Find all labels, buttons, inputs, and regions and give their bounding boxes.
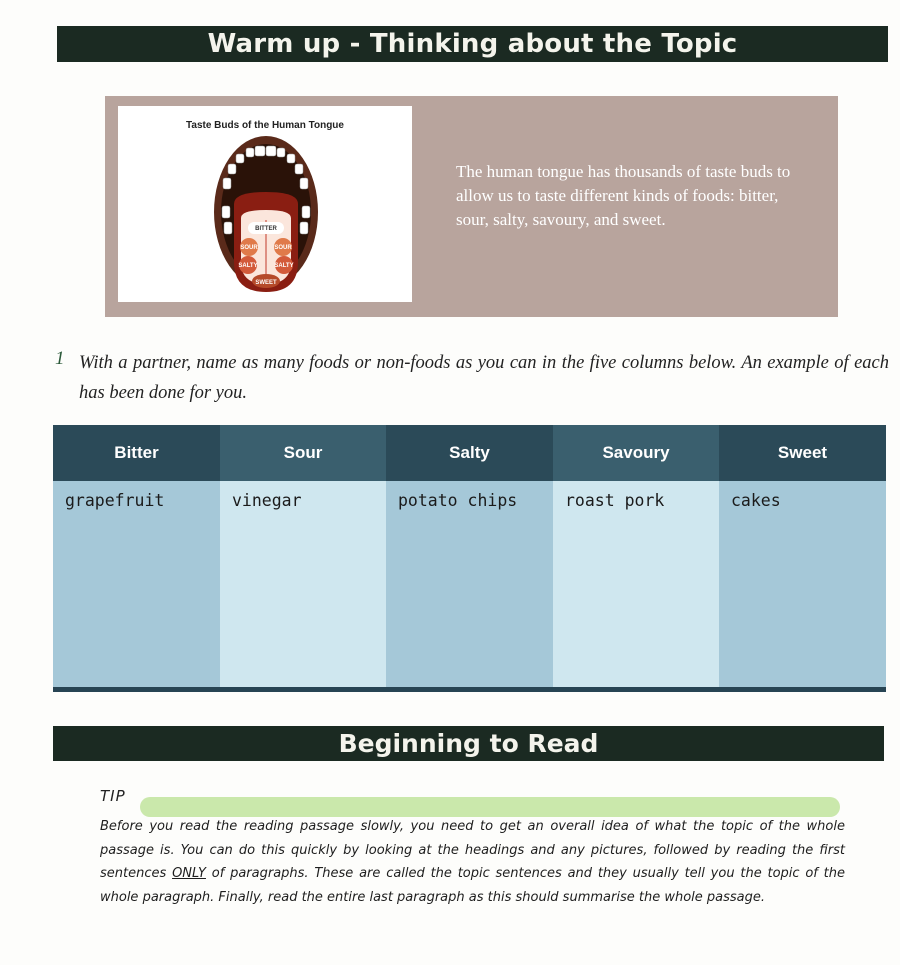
column-sour [220,425,386,687]
label-sweet: SWEET [255,280,277,286]
info-paragraph: The human tongue has thousands of taste buds to allow us to taste different kinds of foods: bitter, sour, salty, savoury, and sweet. [456,162,791,229]
tip-emphasis: ONLY [172,866,206,881]
taste-table [53,425,886,693]
tip-text-part: of paragraphs. These are called the topic sentences and they usually tell you the topic of the whole paragraph. Finally, read the entire last paragraph as this should summarise the whole passage. [100,866,845,905]
section-banner-warm-up: Warm up - Thinking about the Topic [57,26,888,62]
figure-title: Taste Buds of the Human Tongue [186,120,344,131]
section-banner-beginning-to-read: Beginning to Read [53,726,884,761]
column-sweet [719,425,886,687]
label-sour-left: SOUR [240,245,258,251]
column-cell[interactable]: roast pork [553,481,719,687]
column-cell[interactable]: grapefruit [53,481,220,687]
column-cell[interactable]: cakes [719,481,886,687]
question-number: 1 [55,348,65,369]
column-header: Sweet [719,425,886,481]
tongue-figure [118,106,412,302]
column-salty [386,425,553,687]
column-cell[interactable]: vinegar [220,481,386,687]
column-cell[interactable]: potato chips [386,481,553,687]
column-bitter [53,425,220,687]
info-box [105,96,838,317]
tip-text [100,815,845,909]
highlighter-stroke [140,797,840,817]
label-bitter: BITTER [255,226,277,232]
column-header: Salty [386,425,553,481]
question-text: With a partner, name as many foods or non-foods as you can in the five columns below. An example of each has been done for you. [79,353,889,403]
column-savoury [553,425,719,687]
table-bottom-border [53,687,886,692]
tip-label: TIP [100,787,126,805]
column-header: Sour [220,425,386,481]
label-sour-right: SOUR [274,245,292,251]
label-salty-right: SALTY [274,263,294,269]
tongue-diagram [208,134,324,300]
tip-text-part: Before you read the reading passage slowly, you need to get an overall idea of what the topic of the whole passage is. You can do this quickly by looking at the headings and any pictures, followed by reading the first sentences [100,819,845,881]
label-salty-left: SALTY [238,263,258,269]
column-header: Bitter [53,425,220,481]
column-header: Savoury [553,425,719,481]
